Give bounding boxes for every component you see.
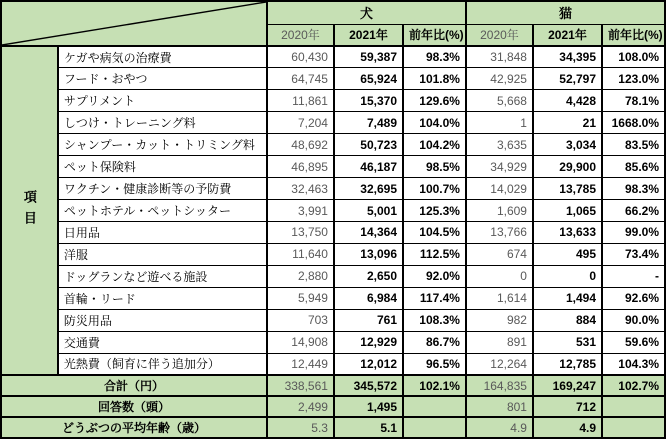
dog-2021-cell: 2,650: [334, 265, 403, 287]
cat-yoy-cell: 83.5%: [602, 134, 665, 156]
table-row: [1, 90, 665, 112]
item-label: ペットホテル・ペットシッター: [58, 200, 267, 222]
dog-yoy-cell: 100.7%: [403, 178, 466, 200]
table-row: [1, 200, 665, 222]
item-label: シャンプー・カット・トリミング料: [58, 134, 267, 156]
cat-2021-cell: 13,785: [533, 178, 602, 200]
cat-yoy-cell: 66.2%: [602, 200, 665, 222]
cat-yoy-cell: 92.6%: [602, 287, 665, 309]
item-label: ペット保険料: [58, 156, 267, 178]
item-label: 光熱費（飼育に伴う追加分）: [58, 353, 267, 375]
dog-yoy-cell: 117.4%: [403, 287, 466, 309]
dog-yoy-cell: 108.3%: [403, 309, 466, 331]
dog-2020-summary-cell: 2,499: [267, 396, 334, 417]
dog-yoy-cell: 104.0%: [403, 112, 466, 134]
dog-yoy-cell: 96.5%: [403, 353, 466, 375]
cat-2021-cell: 34,395: [533, 46, 602, 68]
item-label: しつけ・トレーニング料: [58, 112, 267, 134]
dog-yoy-cell: 86.7%: [403, 331, 466, 353]
dog-2021-cell: 6,984: [334, 287, 403, 309]
dog-yoy-cell: 98.3%: [403, 46, 466, 68]
cat-yoy-cell: 1668.0%: [602, 112, 665, 134]
dog-2021-cell: 14,364: [334, 222, 403, 244]
table-row: [1, 243, 665, 265]
cat-2020-summary-cell: 164,835: [466, 375, 533, 396]
dog-2020-cell: 13,750: [267, 222, 334, 244]
group-header-dog: 犬: [267, 1, 466, 24]
cat-yoy-cell: 99.0%: [602, 222, 665, 244]
dog-2020-cell: 32,463: [267, 178, 334, 200]
dog-2020-summary-cell: 338,561: [267, 375, 334, 396]
cat-2021-cell: 0: [533, 265, 602, 287]
dog-2021-cell: 32,695: [334, 178, 403, 200]
dog-2021-summary-cell: 345,572: [334, 375, 403, 396]
dog-2020-cell: 60,430: [267, 46, 334, 68]
dog-yoy-header: 前年比(%): [403, 24, 466, 46]
dog-yoy-cell: 98.5%: [403, 156, 466, 178]
cat-2020-cell: 982: [466, 309, 533, 331]
dog-yoy-cell: 125.3%: [403, 200, 466, 222]
cat-2021-cell: 1,065: [533, 200, 602, 222]
table-summary: [1, 375, 665, 438]
cat-yoy-header: 前年比(%): [602, 24, 665, 46]
dog-yoy-cell: 112.5%: [403, 243, 466, 265]
dog-yoy-summary-cell: [403, 417, 466, 438]
dog-2021-cell: 12,012: [334, 353, 403, 375]
cat-2020-summary-cell: 801: [466, 396, 533, 417]
cat-2020-cell: 31,848: [466, 46, 533, 68]
summary-label: 回答数（頭）: [1, 396, 267, 417]
summary-label: 合計（円）: [1, 375, 267, 396]
cat-yoy-summary-cell: [602, 396, 665, 417]
cat-yoy-cell: 90.0%: [602, 309, 665, 331]
cat-2020-cell: 1: [466, 112, 533, 134]
table-row: [1, 178, 665, 200]
cat-2020-cell: 5,668: [466, 90, 533, 112]
summary-label: どうぶつの平均年齢（歳）: [1, 417, 267, 438]
table-row: [1, 309, 665, 331]
dog-2021-cell: 5,001: [334, 200, 403, 222]
dog-2021-summary-cell: 5.1: [334, 417, 403, 438]
cat-2021-cell: 21: [533, 112, 602, 134]
summary-row: [1, 396, 665, 417]
dog-yoy-cell: 92.0%: [403, 265, 466, 287]
dog-2021-cell: 59,387: [334, 46, 403, 68]
cat-2020-cell: 14,029: [466, 178, 533, 200]
table-row: [1, 134, 665, 156]
item-label: 洋服: [58, 243, 267, 265]
dog-2021-cell: 15,370: [334, 90, 403, 112]
cat-2020-cell: 1,614: [466, 287, 533, 309]
item-label: 防災用品: [58, 309, 267, 331]
dog-2020-cell: 11,861: [267, 90, 334, 112]
cat-2020-cell: 674: [466, 243, 533, 265]
dog-yoy-cell: 129.6%: [403, 90, 466, 112]
diagonal-line: [2, 2, 266, 45]
dog-2020-cell: 64,745: [267, 68, 334, 90]
cat-yoy-cell: -: [602, 265, 665, 287]
dog-yoy-summary-cell: [403, 396, 466, 417]
dog-2020-cell: 12,449: [267, 353, 334, 375]
dog-2021-cell: 7,489: [334, 112, 403, 134]
cat-yoy-summary-cell: [602, 417, 665, 438]
cat-2021-summary-cell: 169,247: [533, 375, 602, 396]
dog-2021-summary-cell: 1,495: [334, 396, 403, 417]
dog-2020-cell: 3,991: [267, 200, 334, 222]
item-label: 首輪・リード: [58, 287, 267, 309]
item-label: フード・おやつ: [58, 68, 267, 90]
cat-2020-summary-cell: 4.9: [466, 417, 533, 438]
table-row: [1, 156, 665, 178]
item-label: 日用品: [58, 222, 267, 244]
cat-yoy-cell: 98.3%: [602, 178, 665, 200]
table-header: [1, 1, 665, 46]
cat-yoy-cell: 108.0%: [602, 46, 665, 68]
cat-2021-cell: 531: [533, 331, 602, 353]
table-row: [1, 112, 665, 134]
cat-2021-cell: 52,797: [533, 68, 602, 90]
dog-2021-cell: 761: [334, 309, 403, 331]
dog-2020-cell: 5,949: [267, 287, 334, 309]
diagonal-header-cell: [1, 1, 267, 46]
summary-row: [1, 375, 665, 396]
cat-2021-cell: 12,785: [533, 353, 602, 375]
dog-2021-cell: 50,723: [334, 134, 403, 156]
cat-2021-cell: 884: [533, 309, 602, 331]
group-header-cat: 猫: [466, 1, 665, 24]
cat-2021-header: 2021年: [533, 24, 602, 46]
dog-2021-cell: 12,929: [334, 331, 403, 353]
cat-2020-cell: 13,766: [466, 222, 533, 244]
dog-2021-cell: 46,187: [334, 156, 403, 178]
dog-2020-cell: 48,692: [267, 134, 334, 156]
table-body: [1, 46, 665, 375]
cat-yoy-cell: 59.6%: [602, 331, 665, 353]
dog-2021-cell: 65,924: [334, 68, 403, 90]
dog-2020-cell: 703: [267, 309, 334, 331]
cat-2021-cell: 495: [533, 243, 602, 265]
dog-2020-cell: 14,908: [267, 331, 334, 353]
dog-2020-header: 2020年: [267, 24, 334, 46]
item-label: ドッグランなど遊べる施設: [58, 265, 267, 287]
cat-2021-cell: 1,494: [533, 287, 602, 309]
table-row: [1, 287, 665, 309]
dog-2020-cell: 11,640: [267, 243, 334, 265]
dog-yoy-cell: 104.2%: [403, 134, 466, 156]
table-row: [1, 68, 665, 90]
table-row: [1, 265, 665, 287]
cat-2020-header: 2020年: [466, 24, 533, 46]
cat-yoy-summary-cell: 102.7%: [602, 375, 665, 396]
cat-yoy-cell: 85.6%: [602, 156, 665, 178]
cat-2021-cell: 3,034: [533, 134, 602, 156]
cat-2020-cell: 34,929: [466, 156, 533, 178]
item-label: サプリメント: [58, 90, 267, 112]
cat-yoy-cell: 73.4%: [602, 243, 665, 265]
cat-yoy-cell: 104.3%: [602, 353, 665, 375]
cat-2021-summary-cell: 712: [533, 396, 602, 417]
item-label: ワクチン・健康診断等の予防費: [58, 178, 267, 200]
item-label: 交通費: [58, 331, 267, 353]
cat-2020-cell: 1,609: [466, 200, 533, 222]
table-row: [1, 353, 665, 375]
summary-row: [1, 417, 665, 438]
cat-2020-cell: 0: [466, 265, 533, 287]
dog-yoy-cell: 101.8%: [403, 68, 466, 90]
dog-yoy-cell: 104.5%: [403, 222, 466, 244]
cat-2021-cell: 13,633: [533, 222, 602, 244]
table-row: [1, 222, 665, 244]
cat-2020-cell: 891: [466, 331, 533, 353]
cat-2020-cell: 12,264: [466, 353, 533, 375]
dog-2020-cell: 46,895: [267, 156, 334, 178]
items-axis-label: 項目: [1, 46, 58, 375]
dog-2020-cell: 7,204: [267, 112, 334, 134]
cat-2020-cell: 42,925: [466, 68, 533, 90]
cat-2020-cell: 3,635: [466, 134, 533, 156]
cat-2021-cell: 29,900: [533, 156, 602, 178]
dog-2020-summary-cell: 5.3: [267, 417, 334, 438]
dog-2021-cell: 13,096: [334, 243, 403, 265]
item-label: ケガや病気の治療費: [58, 46, 267, 68]
cat-2021-cell: 4,428: [533, 90, 602, 112]
cat-2021-summary-cell: 4.9: [533, 417, 602, 438]
dog-2021-header: 2021年: [334, 24, 403, 46]
dog-2020-cell: 2,880: [267, 265, 334, 287]
cat-yoy-cell: 78.1%: [602, 90, 665, 112]
cat-yoy-cell: 123.0%: [602, 68, 665, 90]
table-row: [1, 46, 665, 68]
table-row: [1, 331, 665, 353]
dog-yoy-summary-cell: 102.1%: [403, 375, 466, 396]
